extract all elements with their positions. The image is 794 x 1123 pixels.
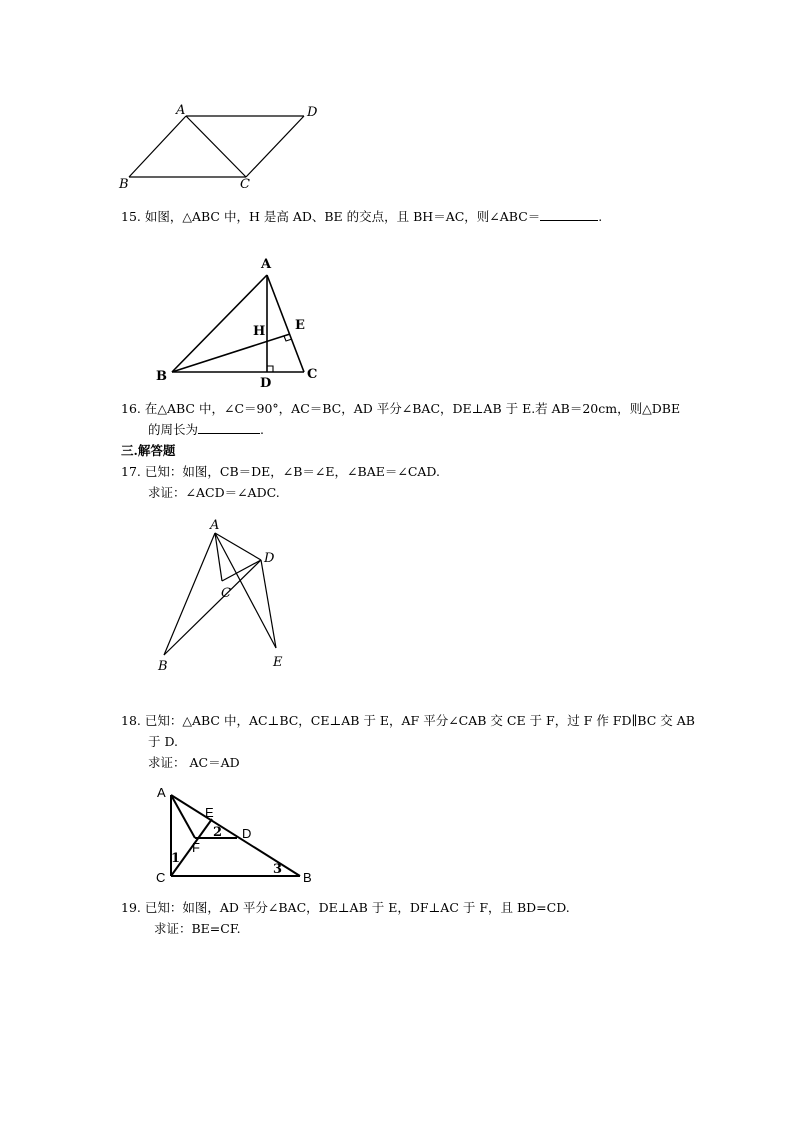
q17-given: 已知：如图，CB＝DE，∠B＝∠E，∠BAE＝∠CAD. bbox=[144, 464, 440, 479]
fig3-label-d: D bbox=[264, 551, 275, 566]
fig1-label-b: B bbox=[119, 177, 129, 192]
fig2-label-h: H bbox=[253, 324, 266, 339]
section-heading-answers: 三.解答题 bbox=[121, 443, 176, 458]
fig2-label-b: B bbox=[156, 369, 167, 384]
q16-end: . bbox=[260, 422, 264, 437]
q15-end: . bbox=[598, 209, 603, 224]
fig1-label-c: C bbox=[240, 177, 250, 192]
fig4-angle-3: 3 bbox=[273, 862, 283, 877]
q18-number: 18. bbox=[121, 713, 141, 728]
q16-question-line2: 的周长为 bbox=[148, 422, 199, 437]
q19-given: 已知：如图，AD 平分∠BAC，DE⊥AB 于 E，DF⊥AC 于 F，且 BD=CD. bbox=[144, 900, 570, 915]
fig3-label-a: A bbox=[210, 518, 220, 533]
fig4-angle-1: 1 bbox=[171, 851, 181, 866]
fig4-label-c: C bbox=[156, 870, 166, 885]
fig1-label-a: A bbox=[176, 103, 186, 118]
q19-prove: 求证：BE=CF. bbox=[154, 921, 241, 936]
q16-number: 16. bbox=[121, 401, 141, 416]
q19-number: 19. bbox=[121, 900, 141, 915]
fig4-angle-2: 2 bbox=[213, 825, 223, 840]
fig3-label-b: B bbox=[158, 659, 168, 674]
q16-question-line1: 在△ABC 中，∠C＝90°，AC＝BC，AD 平分∠BAC，DE⊥AB 于 E.若 AB＝20cm，则△DBE bbox=[144, 401, 681, 416]
fig4-label-b: B bbox=[303, 870, 312, 885]
fig2-label-e: E bbox=[295, 318, 305, 333]
q19-given-line bbox=[121, 899, 570, 917]
q15-question: 如图，△ABC 中，H 是高 AD、BE 的交点，且 BH＝AC，则∠ABC＝ bbox=[144, 209, 541, 224]
fig4-label-e: E bbox=[205, 805, 214, 820]
fig3-label-c: C bbox=[221, 586, 231, 601]
fig1-label-d: D bbox=[307, 105, 318, 120]
q18-prove: 求证： AC＝AD bbox=[148, 755, 240, 770]
q18-question-line1: 已知：△ABC 中，AC⊥BC，CE⊥AB 于 E，AF 平分∠CAB 交 CE 于 F，过 F 作 FD∥BC 交 AB bbox=[144, 713, 695, 728]
fig2-label-c: C bbox=[307, 367, 318, 382]
q17-prove: 求证：∠ACD＝∠ADC. bbox=[148, 485, 280, 500]
q17-number: 17. bbox=[121, 464, 141, 479]
fig3-label-e: E bbox=[273, 655, 283, 670]
fig2-label-a: A bbox=[261, 257, 272, 272]
fig2-label-d: D bbox=[260, 376, 272, 391]
q18-question-line2: 于 D. bbox=[148, 734, 179, 749]
fig4-label-a: A bbox=[157, 785, 166, 800]
fig4-label-d: D bbox=[242, 826, 252, 841]
fig4-label-f: F bbox=[192, 840, 200, 855]
q15-number: 15. bbox=[121, 209, 141, 224]
